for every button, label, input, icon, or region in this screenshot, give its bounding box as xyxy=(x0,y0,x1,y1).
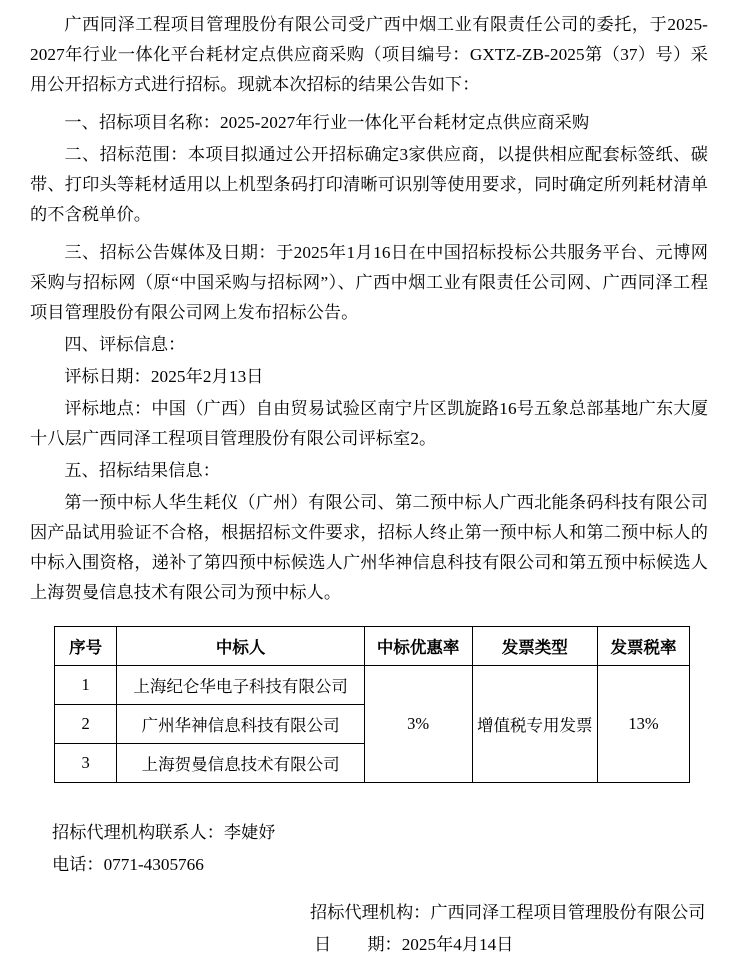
date-label: 日 xyxy=(314,935,332,954)
row-winner: 上海纪仑华电子科技有限公司 xyxy=(117,666,365,705)
agency-signature xyxy=(310,897,708,961)
section-5-title: 五、招标结果信息： xyxy=(64,461,220,480)
merged-tax-rate: 13% xyxy=(597,666,689,783)
merged-invoice-type: 增值税专用发票 xyxy=(472,666,597,783)
phone-line: 电话：0771-4305766 xyxy=(52,855,204,874)
bid-result-table xyxy=(54,626,690,783)
section-4-title: 四、评标信息： xyxy=(64,335,186,354)
table-header-invoice-type: 发票类型 xyxy=(472,627,597,666)
footer-block xyxy=(30,817,708,961)
date-value: 期：2025年4月14日 xyxy=(367,935,514,954)
table-header-winner: 中标人 xyxy=(117,627,365,666)
section-1-project-name: 一、招标项目名称：2025-2027年行业一体化平台耗材定点供应商采购 xyxy=(64,113,590,132)
date-line xyxy=(310,929,708,961)
agency-line: 招标代理机构：广西同泽工程项目管理股份有限公司 xyxy=(310,903,706,922)
evaluation-place: 评标地点：中国（广西）自由贸易试验区南宁片区凯旋路16号五象总部基地广东大厦十八层广西同泽工程项目管理股份有限公司评标室2。 xyxy=(30,399,708,448)
row-no: 3 xyxy=(55,744,117,783)
table-header-no: 序号 xyxy=(55,627,117,666)
section-3-announcement-media: 三、招标公告媒体及日期：于2025年1月16日在中国招标投标公共服务平台、元博网采购与招标网（原“中国采购与招标网”）、广西中烟工业有限责任公司网、广西同泽工程项目管理股份有限公司网上发布招标公告。 xyxy=(30,243,708,322)
table-header-rate: 中标优惠率 xyxy=(364,627,472,666)
section-2-scope: 二、招标范围：本项目拟通过公开招标确定3家供应商，以提供相应配套标签纸、碳带、打印头等耗材适用以上机型条码打印清晰可识别等使用要求，同时确定所列耗材清单的不含税单价。 xyxy=(30,145,708,224)
evaluation-date: 评标日期：2025年2月13日 xyxy=(64,367,264,386)
table-header-row xyxy=(55,627,690,666)
row-no: 2 xyxy=(55,705,117,744)
contact-person-line: 招标代理机构联系人：李婕妤 xyxy=(52,823,276,842)
merged-rate: 3% xyxy=(364,666,472,783)
row-winner: 上海贺曼信息技术有限公司 xyxy=(117,744,365,783)
table-row xyxy=(55,666,690,705)
intro-paragraph: 广西同泽工程项目管理股份有限公司受广西中烟工业有限责任公司的委托，于2025-2027年行业一体化平台耗材定点供应商采购（项目编号：GXTZ-ZB-2025第（37）号）采用公开招标方式进行招标。现就本次招标的结果公告如下： xyxy=(30,15,708,94)
table-header-tax-rate: 发票税率 xyxy=(597,627,689,666)
row-no: 1 xyxy=(55,666,117,705)
row-winner: 广州华神信息科技有限公司 xyxy=(117,705,365,744)
section-5-body: 第一预中标人华生耗仪（广州）有限公司、第二预中标人广西北能条码科技有限公司因产品试用验证不合格，根据招标文件要求，招标人终止第一预中标人和第二预中标人的中标入围资格，递补了第四预中标候选人广州华神信息科技有限公司和第五预中标候选人上海贺曼信息技术有限公司为预中标人。 xyxy=(30,493,708,602)
